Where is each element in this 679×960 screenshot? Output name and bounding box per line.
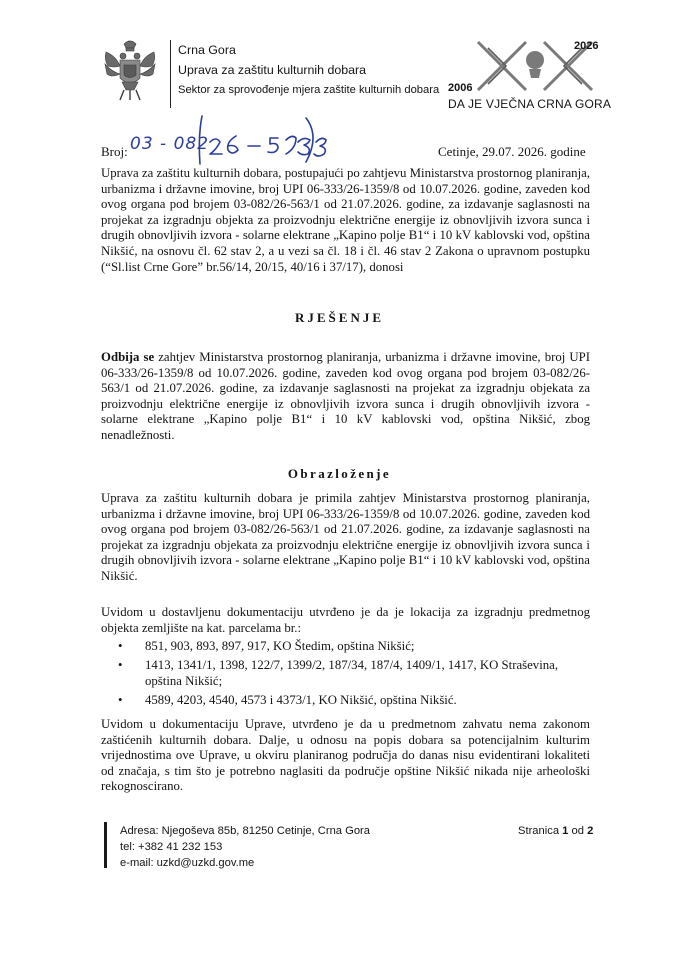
handwritten-reference-continuation [170,112,340,168]
document-date: Cetinje, 29.07. 2026. godine [438,144,586,159]
page-indicator: Stranica 1 od 2 [518,825,594,837]
institution-header [178,40,439,100]
handwritten-reference-number: 03 - 082 [130,134,210,154]
dispositive-text: zahtjev Ministarstva prostornog planiranja, urbanizma i državne imovine, broj UPI 06-333/26-1359/8 od 10.07.2026. godine, zaveden kod ovog organa pod brojem 03-082/26-563/1 od 21.07.2026. godine, za izdavanje saglasnosti na projekat za izgradnju objekata za proizvodnju električne energije iz obnovljivih izvora sunca i drugih obnovljivih izvora - solarne elektrane „Kapino polje B1“ i 10 kV kablovski vod, opština Nikšić, zbog nenadležnosti. [101,350,590,442]
reasoning-paragraph-1: Uprava za zaštitu kulturnih dobara je primila zahtjev Ministarstva prostornog planiranja, urbanizma i državne imovine, broj UPI 06-333/26-1359/8 od 10.07.2026. godine, zaveden kod ovog organa pod brojem 03-082/26-563/1 od 21.07.2026. godine, za izdavanje saglasnosti na projekat za izgradnju objekata za proizvodnju električne energije iz obnovljivih izvora sunca i drugih obnovljivih izvora - solarne elektrane „Kapino polje B1“ i 10 kV kablovski vod, opština Nikšić. [101,491,590,583]
list-item: • 1413, 1341/1, 1398, 122/7, 1399/2, 187/34, 187/4, 1409/1, 1417, KO Straševina, opština Nikšić; [118,658,559,688]
list-item: • 4589, 4203, 4540, 4573 i 4373/1, KO Nikšić, opština Nikšić. [118,693,457,707]
reasoning-paragraph-3: Uvidom u dokumentaciju Uprave, utvrđeno je da u predmetnom zahvatu nema zakonom zaštićenih kulturnih dobara. Dalje, u odnosu na popis dobara sa potencijalnim kulturim vrijednostima ove Uprave, u okviru planiranog područja do danas nisu evidentirani lokaliteti od značaja, s tim što je potrebno naglasiti da područje opštine Nikšić nikada nije arheološki rekognoscirano. [101,717,590,794]
footer-divider [104,822,107,868]
header-divider [170,40,171,108]
institution-name: Uprava za zaštitu kulturnih dobara [178,63,367,77]
jubilee-motto: DA JE VJEČNA CRNA GORA [448,97,612,111]
footer-contact [120,823,370,871]
page-current: 1 [562,825,569,837]
intro-paragraph: Uprava za zaštitu kulturnih dobara, postupajući po zahtjevu Ministarstva prostornog planiranja, urbanizma i državne imovine, broj UPI 06-333/26-1359/8 od 10.07.2026. godine, zaveden kod ovog organa pod brojem 03-082/26-563/1 od 21.07.2026. godine, za izdavanje saglasnosti na projekat za izgradnju objekta za proizvodnju električne energije iz obnovljivih izvora sunca i drugih obnovljivih izvora - solarne elektrane „Kapino polje B1“ i 10 kV kablovski vod, opština Nikšić, na osnovu čl. 62 stav 2, a u vezi sa čl. 18 i čl. 46 stav 2 Zakona o upravnom postupku (“Sl.list Crne Gore” br.56/14, 20/15, 40/16 i 37/17), donosi [101,166,590,274]
country-name: Crna Gora [178,43,236,57]
page-total: 2 [587,825,594,837]
decision-title: RJEŠENJE [294,310,385,325]
parcel-list [118,638,588,711]
bullet-icon: • [118,693,123,707]
sector-name: Sektor za sprovođenje mjera zaštite kulturnih dobara [178,84,440,96]
reasoning-paragraph-2: Uvidom u dostavljenu dokumentaciju utvrđeno je da je lokacija za izgradnju predmetnog objekta zemljište na kat. parcelama br.: [101,605,590,635]
footer-address: Adresa: Njegoševa 85b, 81250 Cetinje, Crna Gora [120,825,371,837]
jubilee-year-start: 2006 [448,82,473,94]
footer-phone: tel: +382 41 232 153 [120,841,223,853]
bullet-icon: • [118,639,123,653]
reasoning-title: Obrazloženje [287,466,392,481]
jubilee-year-end: 2026 [574,40,599,52]
bullet-icon: • [118,658,123,672]
list-item: • 851, 903, 893, 897, 917, KO Štedim, opština Nikšić; [118,639,415,653]
footer-email: e-mail: uzkd@uzkd.gov.me [120,857,255,869]
coat-of-arms-emblem [102,38,158,102]
reference-number-label: Broj: [101,144,128,159]
dispositive-paragraph [101,350,590,444]
dispositive-lead: Odbija se [101,350,155,364]
